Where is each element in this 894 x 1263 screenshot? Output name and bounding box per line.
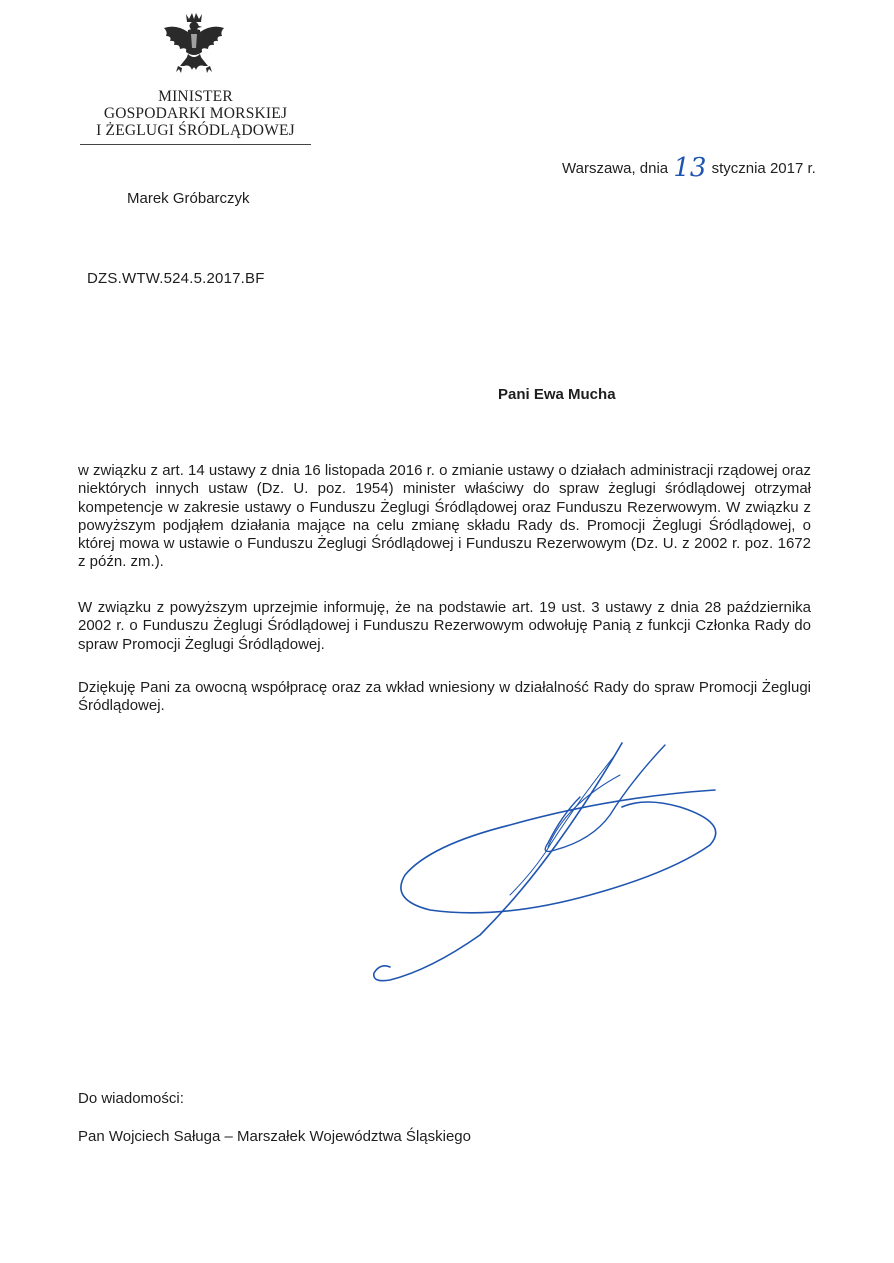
ministry-line-3: I ŻEGLUGI ŚRÓDLĄDOWEJ [96, 122, 295, 139]
date-day-handwritten: 13 [673, 153, 707, 183]
handwritten-signature [360, 735, 730, 990]
cc-heading: Do wiadomości: [78, 1090, 184, 1107]
ministry-line-2: GOSPODARKI MORSKIEJ [103, 105, 288, 122]
recipient-name: Pani Ewa Mucha [498, 386, 616, 403]
ministry-letterhead [80, 88, 311, 139]
letter-date [562, 150, 816, 183]
body-paragraph-2: W związku z powyższym uprzejmie informuję, że na podstawie art. 19 ust. 3 ustawy z dnia 28 października 2002 r. o Funduszu Żeglugi Śródlądowej i Funduszu Rezerwowym odwołuję Panią z funkcji Członka Rady do spraw Promocji Żeglugi Śródlądowej. [78, 599, 811, 653]
body-paragraph-3: Dziękuję Pani za owocną współpracę oraz za wkład wniesiony w działalność Rady do spraw Promocji Żeglugi Śródlądowej. [78, 679, 811, 715]
ministry-line-1: MINISTER [158, 88, 233, 105]
date-prefix: Warszawa, dnia [562, 160, 669, 177]
date-suffix: stycznia 2017 r. [711, 160, 816, 177]
sender-name: Marek Gróbarczyk [127, 190, 250, 207]
letterhead-rule [80, 144, 311, 145]
polish-eagle-emblem-icon [158, 10, 230, 86]
cc-list-item: Pan Wojciech Saługa – Marszałek Województwa Śląskiego [78, 1128, 471, 1145]
body-paragraph-1: w związku z art. 14 ustawy z dnia 16 listopada 2016 r. o zmianie ustawy o działach administracji rządowej oraz niektórych innych ustaw (Dz. U. poz. 1954) minister właściwy do spraw żeglugi śródlądowej otrzymał kompetencje w zakresie ustawy o Funduszu Żeglugi Śródlądowej oraz Funduszu Rezerwowym. W związku z powyższym podjąłem działania mające na celu zmianę składu Rady ds. Promocji Żeglugi Śródlądowej, o której mowa w ustawie o Funduszu Żeglugi Śródlądowej i Funduszu Rezerwowym (Dz. U. z 2002 r. poz. 1672 z późn. zm.). [78, 462, 811, 571]
reference-number: DZS.WTW.524.5.2017.BF [87, 270, 265, 287]
